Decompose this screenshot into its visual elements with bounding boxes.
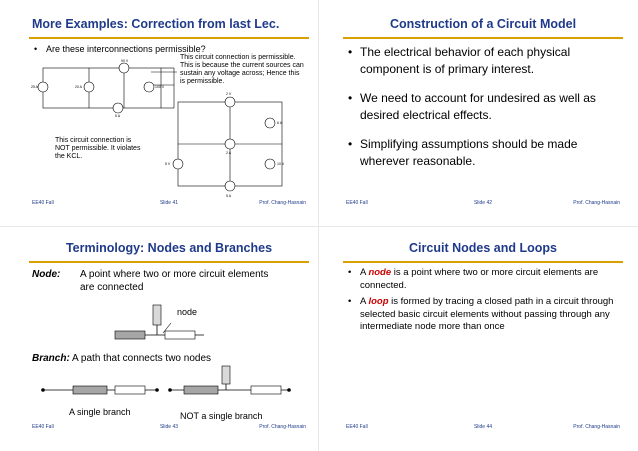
single-branch-illustration [41, 386, 159, 394]
footer-course: EE40 Fall [32, 424, 54, 430]
circuit-label: 90 V [121, 59, 129, 63]
bullet-item: • We need to account for undesired as well as desired electrical effects. [346, 90, 620, 124]
bullet-text: A [360, 267, 369, 278]
bullet-item: • Are these interconnections permissible? [32, 44, 306, 54]
circuit-label: 6 A [277, 121, 283, 125]
circuit-label: 5 A [226, 194, 232, 198]
bullet-list [346, 267, 620, 334]
circuit-diagrams [29, 14, 309, 209]
slide-footer [343, 420, 623, 430]
slide-title: More Examples: Correction from last Lec. [32, 17, 280, 31]
bullet-text: is a point where two or more circuit elements are connected. [360, 267, 599, 291]
circuit-label: 20 A [75, 85, 83, 89]
not-single-branch-illustration [168, 366, 291, 394]
slide-footer [29, 420, 309, 430]
footer-author: Prof. Chang-Hasnain [259, 200, 306, 206]
slide-41 [29, 14, 309, 209]
note-not-permissible: This circuit connection is NOT permissible. It violates the KCL. [55, 137, 141, 160]
node-definition-text: A point where two or more circuit elements are connected [80, 269, 269, 293]
footer-author: Prof. Chang-Hasnain [573, 424, 620, 430]
note-permissible: This circuit connection is permissible. This is because the current sources can sustain any voltage across; Hence this is permissible. [180, 54, 304, 85]
circuit-label: 2 A [226, 151, 232, 155]
circuit-left [38, 63, 174, 113]
term-node: node [368, 267, 392, 278]
slide-43 [29, 238, 309, 433]
circuit-label: 5 V [165, 162, 171, 166]
circuit-label: 100 V [155, 85, 165, 89]
node-term: Node: [32, 269, 61, 280]
slide-footer [29, 196, 309, 206]
slide-footer [343, 196, 623, 206]
bullet-item: • Simplifying assumptions should be made wherever reasonable. [346, 136, 620, 170]
slide-title: Terminology: Nodes and Branches [65, 241, 273, 255]
circuit-label: 25 A [31, 85, 39, 89]
title-rule [343, 261, 623, 263]
footer-author: Prof. Chang-Hasnain [573, 200, 620, 206]
branch-term: Branch: [32, 353, 70, 364]
node-branch-diagram [29, 238, 309, 433]
footer-slide-number: Slide 41 [159, 200, 179, 206]
page-divider-horizontal [0, 226, 638, 227]
slide-title: Circuit Nodes and Loops [409, 241, 557, 255]
single-branch-label: A single branch [69, 407, 131, 417]
term-loop: loop [368, 296, 389, 307]
bullet-item: • The electrical behavior of each physical component is of primary interest. [346, 44, 620, 78]
circuit-label: 10 V [277, 162, 285, 166]
footer-slide-number: Slide 43 [159, 424, 179, 430]
bullet-text: is formed by tracing a closed path in a circuit through selected basic circuit elements without passing through any intermediate node more than once [360, 296, 614, 332]
slide-44 [343, 238, 623, 433]
footer-course: EE40 Fall [346, 424, 368, 430]
circuit-label: 5 A [115, 114, 121, 118]
slide-42 [343, 14, 623, 209]
circuit-right [173, 97, 282, 191]
circuit-label: 2 V [226, 92, 232, 96]
branch-definition-text: A path that connects two nodes [72, 353, 212, 364]
footer-course: EE40 Fall [32, 200, 54, 206]
footer-slide-number: Slide 42 [473, 200, 493, 206]
title-rule [343, 37, 623, 39]
footer-slide-number: Slide 44 [473, 424, 493, 430]
footer-course: EE40 Fall [346, 200, 368, 206]
slide-title: Construction of a Circuit Model [389, 17, 577, 31]
bullet-text: A [360, 296, 369, 307]
bullet-item-node [346, 267, 620, 292]
footer-author: Prof. Chang-Hasnain [259, 424, 306, 430]
bullet-item-loop [346, 296, 620, 334]
not-single-branch-label: NOT a single branch [180, 411, 263, 421]
bullet-list [346, 44, 620, 170]
node-label: node [177, 307, 198, 317]
